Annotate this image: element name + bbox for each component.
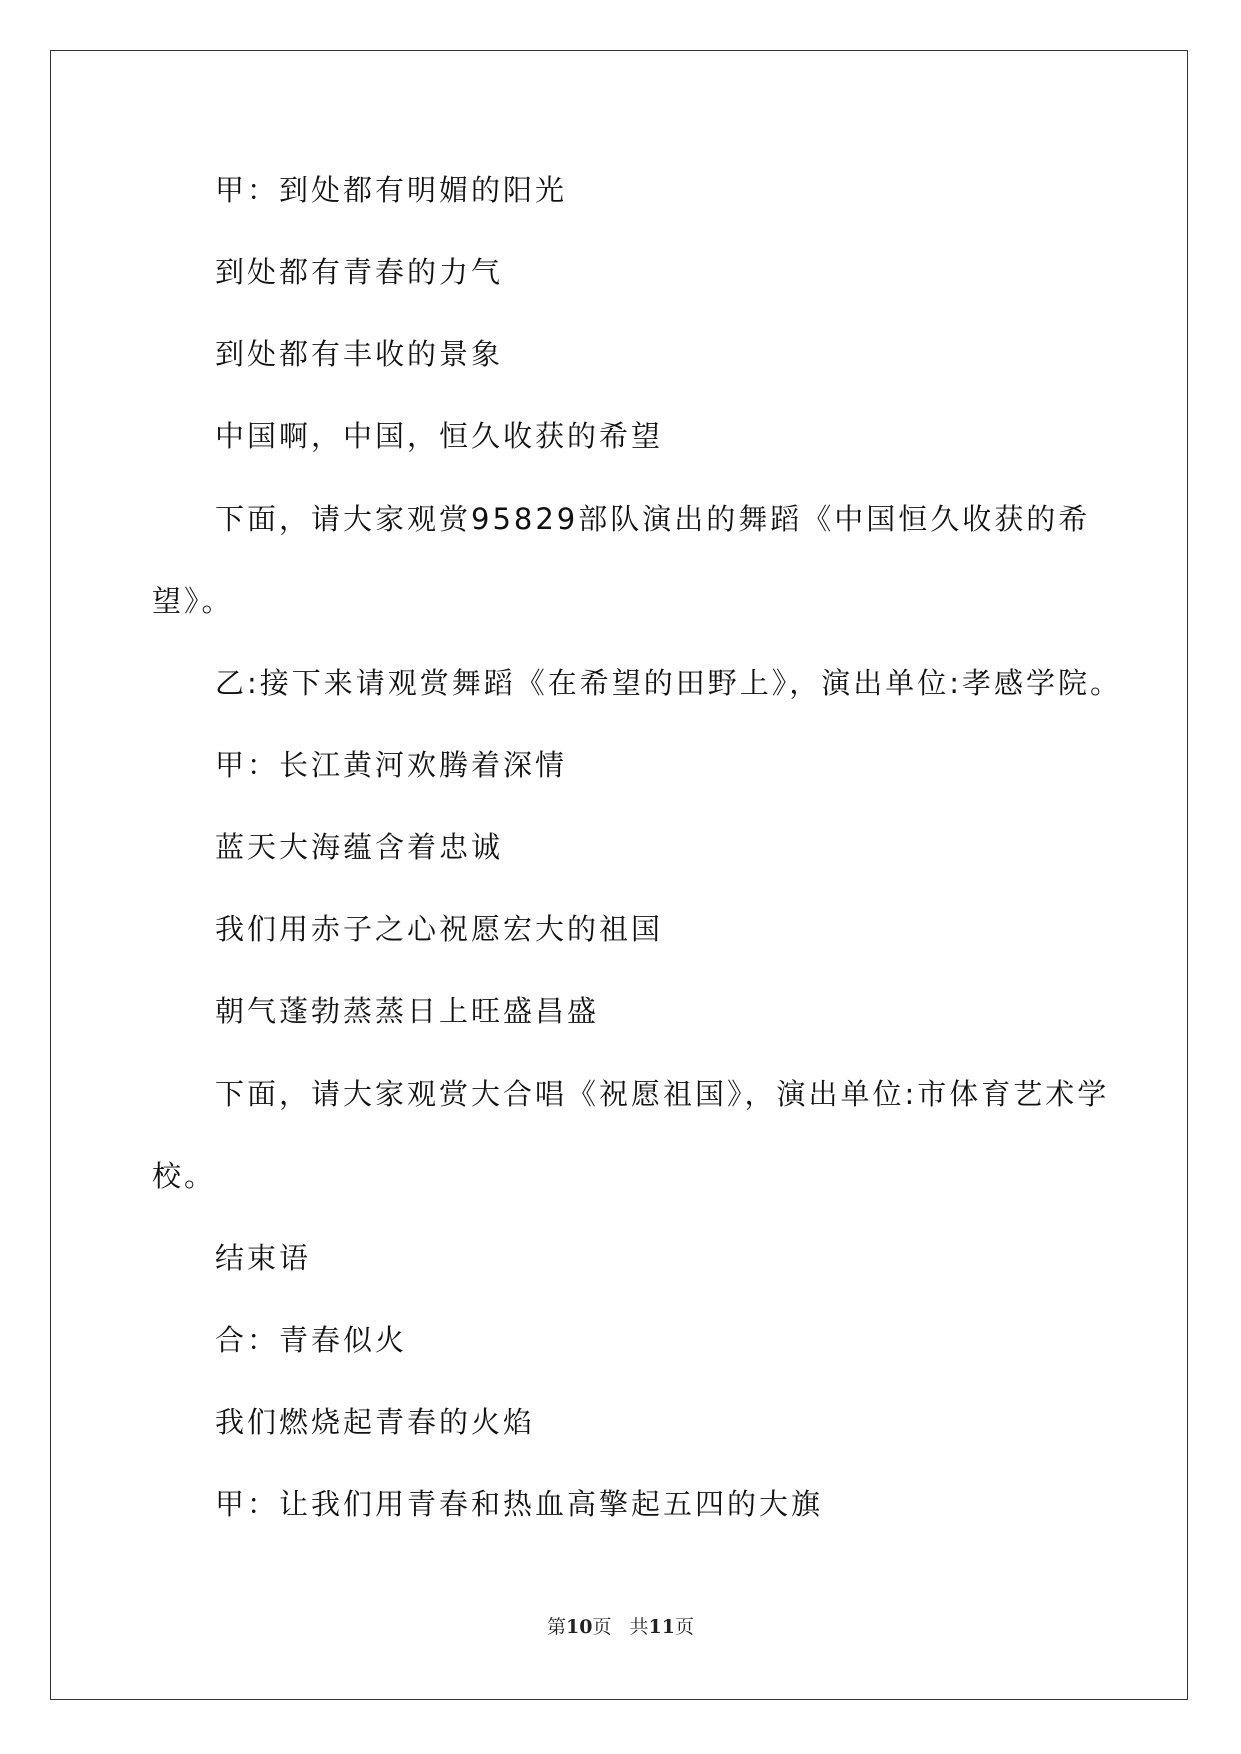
text-line: 甲：长江黄河欢腾着深情 [215,748,568,782]
text-line: 甲：到处都有明媚的阳光 [215,173,568,207]
text-line: 望》。 [152,584,234,618]
text-line: 中国啊，中国，恒久收获的希望 [215,419,664,453]
page-frame [50,50,1188,1700]
footer-page-suffix: 页 [592,1616,612,1638]
text-line: 我们用赤子之心祝愿宏大的祖国 [215,912,664,946]
text-line: 蓝天大海蕴含着忠诚 [215,830,504,864]
text-line: 下面，请大家观赏大合唱《祝愿祖国》，演出单位:市体育艺术学 [215,1077,1110,1111]
footer-total-suffix: 页 [674,1616,694,1638]
text-line: 合：青春似火 [215,1323,408,1357]
text-line: 校。 [152,1159,217,1193]
page-footer [0,1618,1241,1637]
footer-total-prefix: 共 [629,1616,649,1638]
text-line: 到处都有丰收的景象 [215,337,504,371]
text-line: 朝气蓬勃蒸蒸日上旺盛昌盛 [215,994,600,1028]
text-line: 下面，请大家观赏95829部队演出的舞蹈《中国恒久收获的希 [215,502,1091,536]
text-line: 甲：让我们用青春和热血高擎起五四的大旗 [215,1487,824,1521]
text-line: 乙:接下来请观赏舞蹈《在希望的田野上》，演出单位:孝感学院。 [215,666,1123,700]
footer-prefix: 第 [547,1616,567,1638]
text-line: 到处都有青春的力气 [215,255,504,289]
footer-total-pages: 11 [648,1616,675,1638]
section-heading: 结束语 [215,1241,312,1275]
footer-page-number: 10 [566,1616,593,1638]
text-line: 我们燃烧起青春的火焰 [215,1405,536,1439]
